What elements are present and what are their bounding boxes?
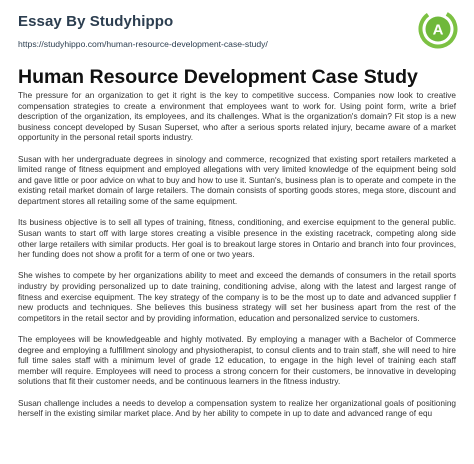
site-name[interactable]: Essay By Studyhippo bbox=[18, 13, 174, 30]
article-paragraph: The employees will be knowledgeable and highly motivated. By employing a manager with a Bachelor of Commerce degree and employing a fulfillment sinology and physiotherapist, to consul clients and to train staff, she will need to hire full time sales staff with a minimum level of grade 12 education, to engage in the high level of training each staff member will require. Employees will need to process a strong concern for their customers, be innovative in developing solutions that fit their customer needs, and be continuous learners in the fitness industry. bbox=[18, 335, 456, 387]
studyhippo-logo-icon[interactable] bbox=[418, 9, 458, 49]
site-header bbox=[0, 0, 474, 58]
article-paragraph: Susan with her undergraduate degrees in sinology and commerce, recognized that existing sport retailers marketed a limited range of fitness equipment and employed allegations with very limited knowledge of the equipment being sold and gave little or poor advice on what to buy and how to use it. Suntan's, business plan is to operate and compete in the existing retail market domain of large retailers. The domain consists of sporting goods stores, mega store, discount and department stores all retailing some of the same equipment. bbox=[18, 154, 456, 207]
page-title: Human Resource Development Case Study bbox=[18, 66, 418, 88]
article-body bbox=[18, 91, 456, 431]
article-paragraph: Its business objective is to sell all types of training, fitness, conditioning, and exercise equipment to the general public. Susan wants to start off with large stores creating a visible presence in the existing racetrack, competing along side other large retailers with similar products. Her goal is to breakout large stores in Ontario and branch into four provinces, her funding does not show a profit for a term of one or two years. bbox=[18, 218, 456, 260]
page-url[interactable]: https://studyhippo.com/human-resource-development-case-study/ bbox=[18, 39, 268, 49]
article-paragraph: The pressure for an organization to get it right is the key to competitive success. Companies now look to creative compensation strategies to create a environment that employees want to work for. Using point form, write a brief description of the organization, its employees, and its challenges. What is the organization's domain? Fit stop is a new business concept developed by Susan Superset, who after a serious sports related injury, became aware of a market opportunity in the personal retail sports industry. bbox=[18, 91, 456, 143]
article-paragraph: Susan challenge includes a needs to develop a compensation system to realize her organizational goals of positioning herself in the existing similar market place. And by her ability to compete in up to date and advanced range of equ bbox=[18, 398, 456, 419]
article-paragraph: She wishes to compete by her organizations ability to meet and exceed the demands of consumers in the retail sports industry by providing personalized up to date training, conditioning advise, along with the latest and largest range of fitness and exercise equipment. The key strategy of the company is to be the most up to date and advanced supplier f new products and techniques. She believes this business strategy will set her business apart from the rest of the competitors in the retail sector and by providing information, education and personalized service to customers. bbox=[18, 271, 456, 323]
logo-letter: A bbox=[432, 21, 444, 39]
